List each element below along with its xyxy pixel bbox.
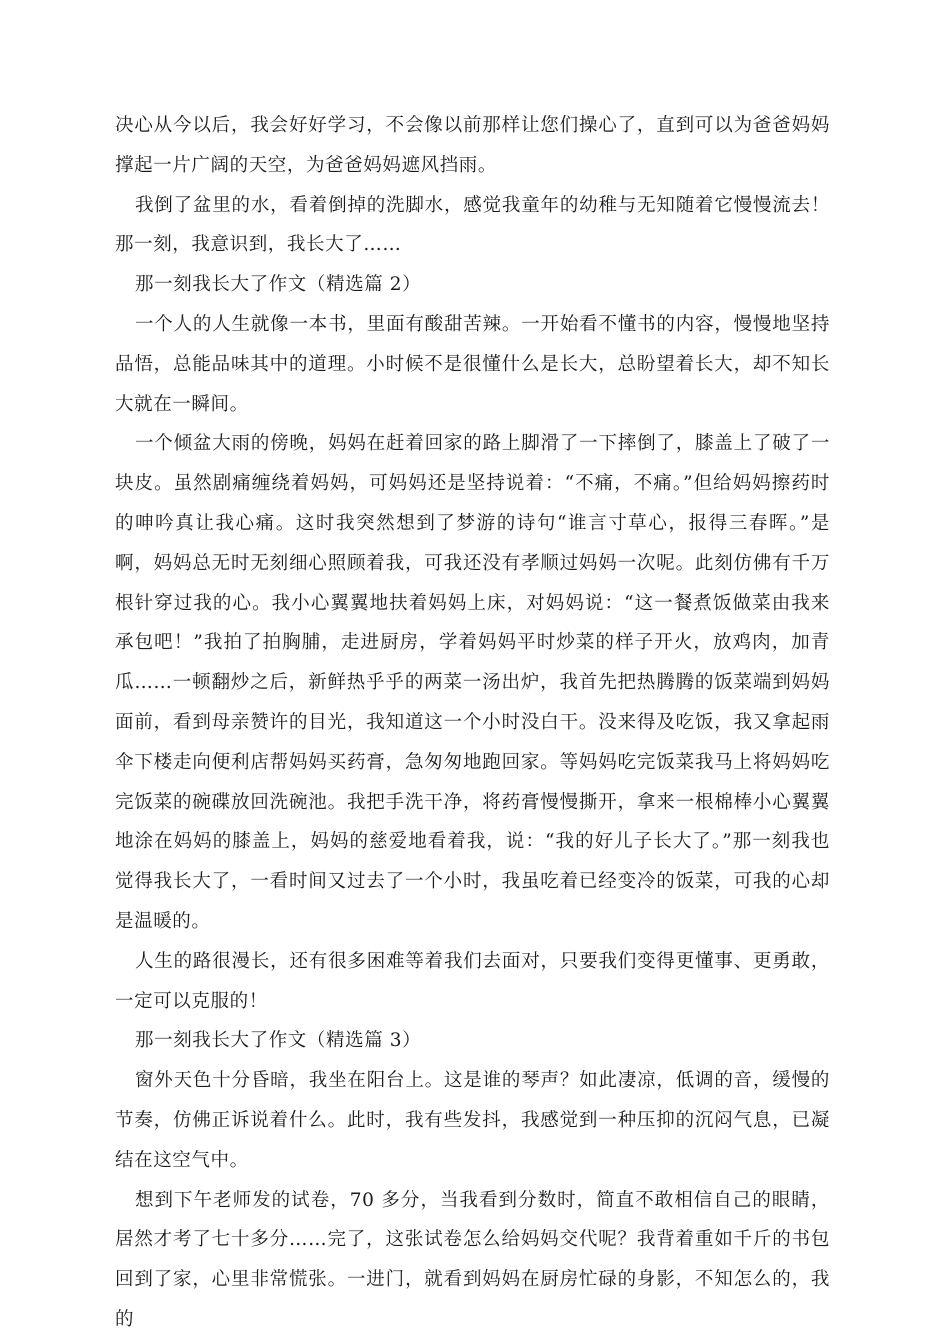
paragraph-2: 我倒了盆里的水，看着倒掉的洗脚水，感觉我童年的幼稚与无知随着它慢慢流去！那一刻，我意识到，我长大了…… (115, 194, 830, 256)
paragraph-7: 想到下午老师发的试卷，70 多分，当我看到分数时，简直不敢相信自己的眼睛，居然才考了七十多分……完了，这张试卷怎么给妈妈交代呢？我背着重如千斤的书包回到了家，心里非常慌张。一进门，就看到妈妈在厨房忙碌的身影，不知怎么的，我的 (115, 1189, 830, 1330)
paragraph-1: 决心从今以后，我会好好学习，不会像以前那样让您们操心了，直到可以为爸爸妈妈撑起一片广阔的天空，为爸爸妈妈遮风挡雨。 (115, 115, 830, 176)
paragraph-6: 窗外天色十分昏暗，我坐在阳台上。这是谁的琴声？如此凄凉，低调的音，缓慢的节奏，仿佛正诉说着什么。此时，我有些发抖，我感觉到一种压抑的沉闷气息，已凝结在这空气中。 (115, 1070, 830, 1171)
section-heading-3: 那一刻我长大了作文（精选篇 3） (135, 1030, 422, 1052)
section-heading-2: 那一刻我长大了作文（精选篇 2） (135, 274, 422, 296)
paragraph-4: 一个倾盆大雨的傍晚，妈妈在赶着回家的路上脚滑了一下摔倒了，膝盖上了破了一块皮。虽然剧痛缠绕着妈妈，可妈妈还是坚持说着：“不痛，不痛。”但给妈妈擦药时的呻吟真让我心痛。这时我突然想到了梦游的诗句“谁言寸草心，报得三春晖。”是啊，妈妈总无时无刻细心照顾着我，可我还没有孝顺过妈妈一次呢。此刻仿佛有千万根针穿过我的心。我小心翼翼地扶着妈妈上床，对妈妈说：“这一餐煮饭做菜由我来承包吧！”我拍了拍胸脯，走进厨房，学着妈妈平时炒菜的样子开火，放鸡肉，加青瓜……一顿翻炒之后，新鲜热乎乎的两菜一汤出炉，我首先把热腾腾的饭菜端到妈妈面前，看到母亲赞许的目光，我知道这一个小时没白干。没来得及吃饭，我又拿起雨伞下楼走向便利店帮妈妈买药膏，急匆匆地跑回家。等妈妈吃完饭菜我马上将妈妈吃完饭菜的碗碟放回洗碗池。我把手洗干净，将药膏慢慢撕开，拿来一根棉棒小心翼翼地涂在妈妈的膝盖上，妈妈的慈爱地看着我，说：“我的好儿子长大了。”那一刻我也觉得我长大了，一看时间又过去了一个小时，我虽吃着已经变冷的饭菜，可我的心却是温暖的。 (115, 433, 830, 932)
paragraph-3: 一个人的人生就像一本书，里面有酸甜苦辣。一开始看不懂书的内容，慢慢地坚持品悟，总能品味其中的道理。小时候不是很懂什么是长大，总盼望着长大，却不知长大就在一瞬间。 (115, 313, 830, 415)
paragraph-5: 人生的路很漫长，还有很多困难等着我们去面对，只要我们变得更懂事、更勇敢，一定可以克服的！ (115, 950, 830, 1012)
document-body (115, 106, 830, 1340)
